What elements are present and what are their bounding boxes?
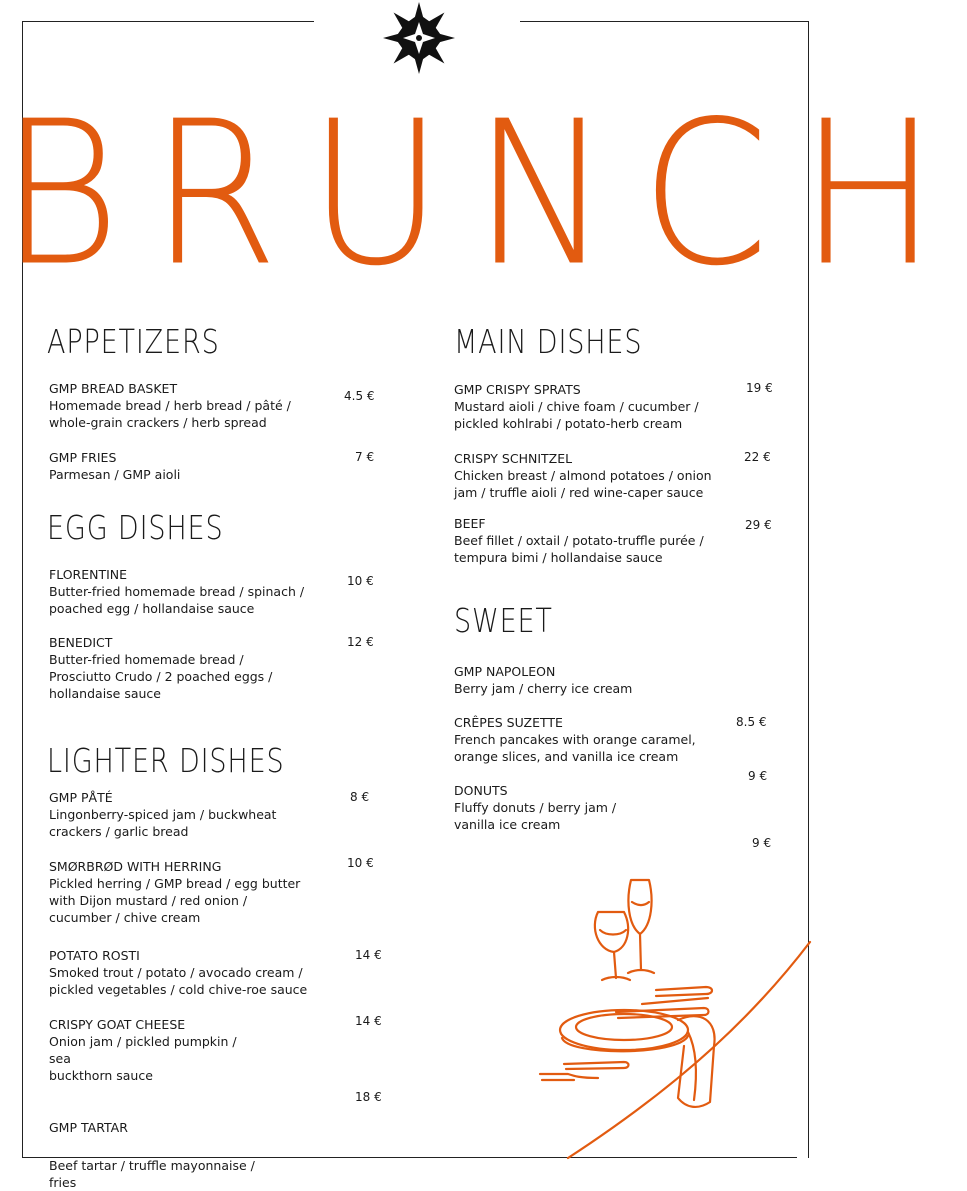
item-price: 14 € [355,1014,382,1028]
item-name: GMP NAPOLEON [454,664,556,679]
menu-item [49,634,339,702]
item-desc: Smoked trout / potato / avocado cream / pickled vegetables / cold chive-roe sauce [49,965,308,997]
menu-item [49,858,339,926]
item-name: CRISPY SCHNITZEL [454,451,573,466]
item-desc: Beef fillet / oxtail / potato-truffle purée / tempura bimi / hollandaise sauce [454,533,704,565]
item-desc: Lingonberry-spiced jam / buckwheat crackers / garlic bread [49,807,277,839]
item-name: GMP CRISPY SPRATS [454,382,581,397]
menu-item [454,782,744,833]
item-desc: Parmesan / GMP aioli [49,467,181,482]
item-name: CRÊPES SUZETTE [454,715,563,730]
item-name: CRISPY GOAT CHEESE [49,1017,186,1032]
star-logo-icon [382,0,456,76]
item-name: DONUTS [454,783,508,798]
item-price: 14 € [355,948,382,962]
item-desc: Mustard aioli / chive foam / cucumber / pickled kohlrabi / potato-herb cream [454,399,699,431]
item-desc: Onion jam / pickled pumpkin / sea buckthorn sauce [49,1034,237,1083]
menu-item [49,947,339,998]
item-price: 9 € [752,836,772,850]
item-desc: Fluffy donuts / berry jam / vanilla ice cream [454,800,617,832]
menu-item [454,714,744,765]
item-price: 19 € [746,381,773,395]
item-price: 22 € [744,450,771,464]
overflow-desc [49,1157,339,1191]
item-desc: French pancakes with orange caramel, orange slices, and vanilla ice cream [454,732,696,764]
menu-item [454,663,744,697]
item-desc: Chicken breast / almond potatoes / onion jam / truffle aioli / red wine-caper sauce [454,468,712,500]
frame-top-right-line [520,21,809,22]
item-price: 18 € [355,1090,382,1104]
item-price: 12 € [347,635,374,649]
item-desc: Butter-fried homemade bread / Prosciutto Crudo / 2 poached eggs / hollandaise sauce [49,652,273,701]
egg-dishes-heading: EGG DISHES [47,508,224,547]
item-name: GMP FRIES [49,450,117,465]
menu-item [49,566,339,617]
sweet-heading: SWEET [454,601,553,640]
table-setting-illustration [528,870,813,1160]
item-price: 10 € [347,856,374,870]
item-name: BEEF [454,516,486,531]
item-price: 29 € [745,518,772,532]
menu-item [454,515,744,566]
item-name: BENEDICT [49,635,113,650]
item-name: GMP PÅTÉ [49,790,113,805]
menu-item [49,1016,339,1084]
item-desc: Berry jam / cherry ice cream [454,681,633,696]
frame-top-left-line [22,21,314,22]
item-desc: Pickled herring / GMP bread / egg butter with Dijon mustard / red onion / cucumber / chive cream [49,876,301,925]
lighter-dishes-heading: LIGHTER DISHES [47,741,285,780]
item-price: 9 € [748,769,768,783]
item-desc: Beef tartar / truffle mayonnaise / fries [49,1158,255,1190]
item-name: POTATO ROSTI [49,948,140,963]
menu-item [49,1119,339,1136]
item-desc: Homemade bread / herb bread / pâté / whole-grain crackers / herb spread [49,398,291,430]
item-name: SMØRBRØD WITH HERRING [49,859,222,874]
main-dishes-heading: MAIN DISHES [454,322,643,361]
item-price: 8.5 € [736,715,767,729]
menu-item [454,381,744,432]
item-desc: Butter-fried homemade bread / spinach / poached egg / hollandaise sauce [49,584,305,616]
menu-item [454,450,744,501]
item-name: GMP TARTAR [49,1120,128,1135]
menu-item [49,380,339,431]
item-price: 10 € [347,574,374,588]
menu-item [49,449,339,483]
brunch-title: BRUNCH [0,78,967,310]
item-name: FLORENTINE [49,567,128,582]
item-name: GMP BREAD BASKET [49,381,178,396]
appetizers-heading: APPETIZERS [47,322,220,361]
item-price: 7 € [355,450,375,464]
item-price: 8 € [350,790,370,804]
item-price: 4.5 € [344,389,375,403]
menu-item [49,789,339,840]
